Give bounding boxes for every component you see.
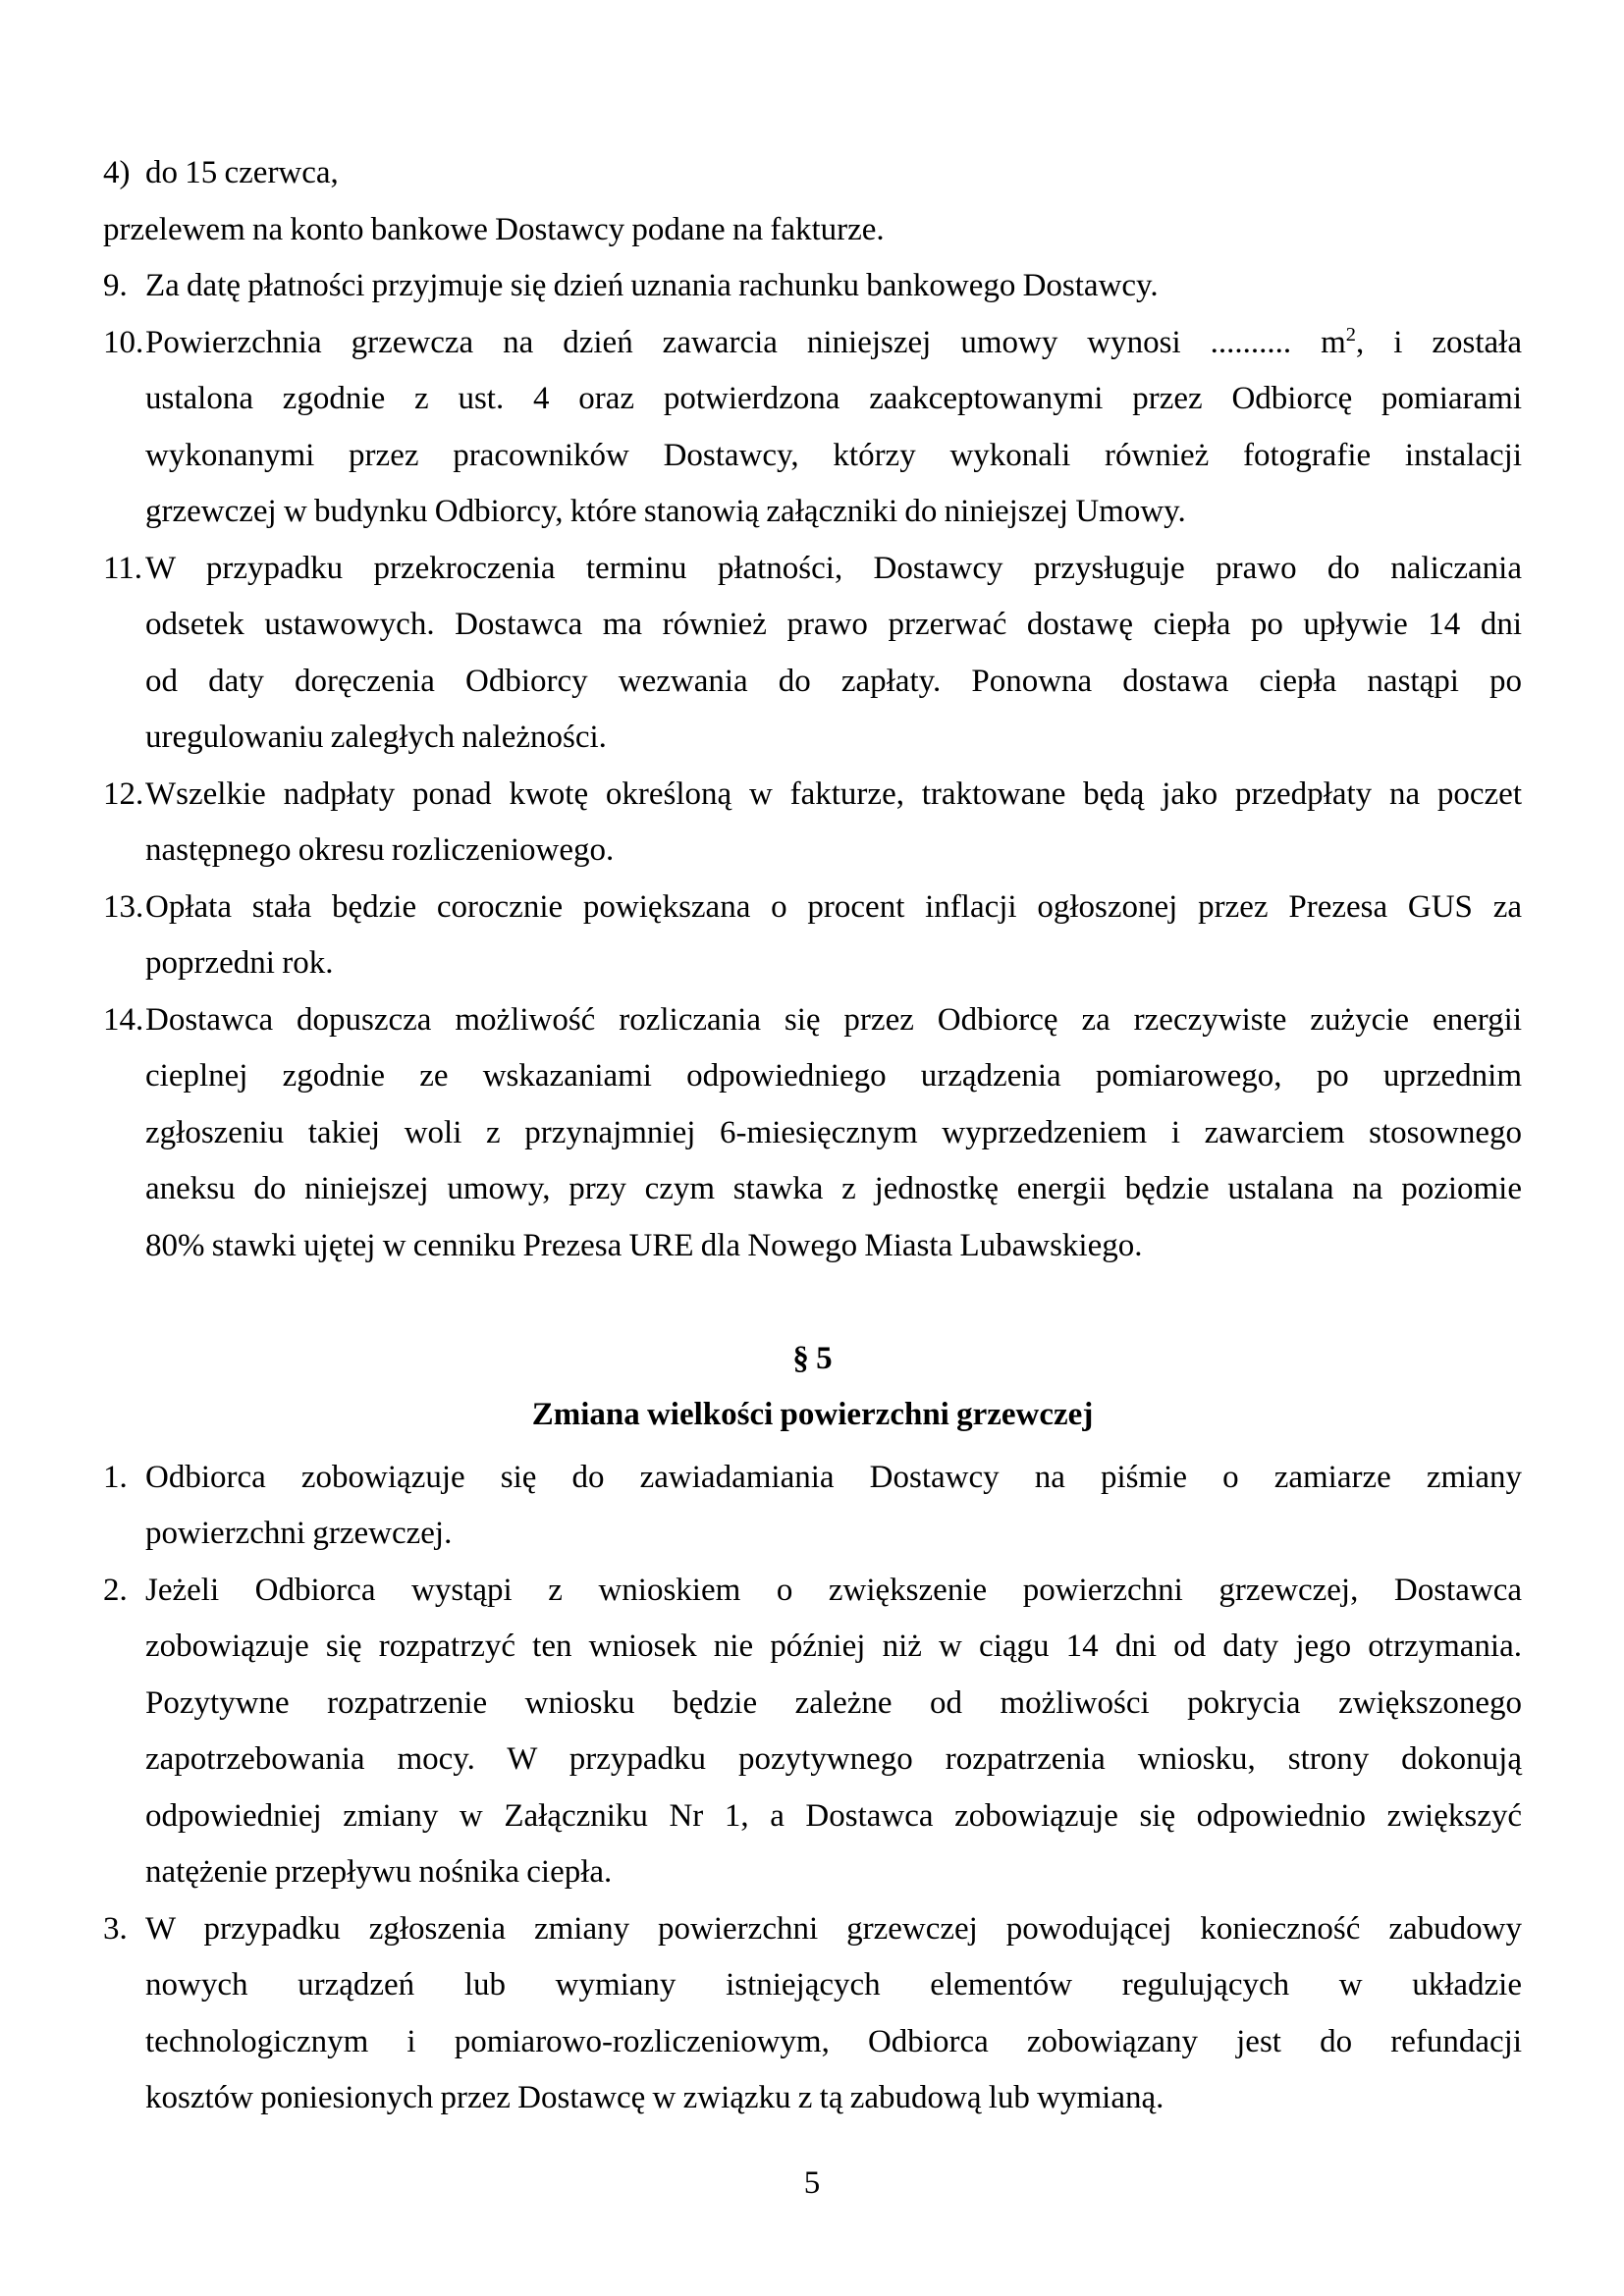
list-marker: 11. <box>103 550 143 586</box>
text-line: natężenie przepływu nośnika ciepła. <box>145 1854 613 1890</box>
text-line: cieplnej zgodnie ze wskazaniami odpowiedniego urządzenia pomiarowego, po uprzednim <box>145 1058 1522 1094</box>
text-line: Pozytywne rozpatrzenie wniosku będzie zależne od możliwości pokrycia zwiększonego <box>145 1684 1522 1721</box>
text-segment: Powierzchnia grzewcza na dzień zawarcia niniejszej umowy wynosi .......... m <box>145 324 1346 360</box>
text-line: przelewem na konto bankowe Dostawcy podane na fakturze. <box>103 211 885 247</box>
list-item-11 <box>103 541 1522 767</box>
page-number: 5 <box>803 2165 821 2201</box>
text-line: uregulowaniu zaległych należności. <box>145 720 607 755</box>
text-line: Jeżeli Odbiorca wystąpi z wnioskiem o zwiększenie powierzchni grzewczej, Dostawca <box>145 1572 1522 1608</box>
text-line: W przypadku zgłoszenia zmiany powierzchni grzewczej powodującej konieczność zabudowy <box>145 1910 1522 1947</box>
list-marker: 1. <box>103 1459 128 1495</box>
text-line: Odbiorca zobowiązuje się do zawiadamiania Dostawcy na piśmie o zamiarze zmiany <box>145 1459 1522 1495</box>
text-line: od daty doręczenia Odbiorcy wezwania do zapłaty. Ponowna dostawa ciepła nastąpi po <box>145 663 1522 699</box>
list-item-9 <box>103 258 1522 315</box>
document-body <box>103 145 1522 2127</box>
list-marker: 13. <box>103 888 144 925</box>
text-line: zgłoszeniu takiej woli z przynajmniej 6-miesięcznym wyprzedzeniem i zawarciem stosownego <box>145 1114 1522 1150</box>
text-line: zobowiązuje się rozpatrzyć ten wniosek nie później niż w ciągu 14 dni od daty jego otrzymania. <box>145 1629 1522 1664</box>
section-title-heading <box>103 1387 1522 1444</box>
list-marker: 2. <box>103 1572 128 1608</box>
list-item-10 <box>103 315 1522 541</box>
text-line: ustalona zgodnie z ust. 4 oraz potwierdzona zaakceptowanymi przez Odbiorcę pomiarami <box>145 381 1522 416</box>
list-item-1 <box>103 1450 1522 1563</box>
list-marker: 4) <box>103 155 131 190</box>
text-line: wykonanymi przez pracowników Dostawcy, którzy wykonali również fotografie instalacji <box>145 437 1522 473</box>
list-item-14 <box>103 992 1522 1275</box>
text-line: zapotrzebowania mocy. W przypadku pozytywnego rozpatrzenia wniosku, strony dokonują <box>145 1741 1522 1777</box>
list-marker: 10. <box>103 324 144 360</box>
list-marker: 12. <box>103 775 144 812</box>
text-line: Dostawca dopuszcza możliwość rozliczania się przez Odbiorcę za rzeczywiste zużycie energii <box>145 1001 1522 1038</box>
text-line: do 15 czerwca, <box>145 155 339 190</box>
list-item-13 <box>103 880 1522 992</box>
text-line: kosztów poniesionych przez Dostawcę w związku z tą zabudową lub wymianą. <box>145 2080 1164 2115</box>
text-line: technologicznym i pomiarowo-rozliczeniowym, Odbiorca zobowiązany jest do refundacji <box>145 2023 1522 2059</box>
text-line: odsetek ustawowych. Dostawca ma również prawo przerwać dostawę ciepła po upływie 14 dni <box>145 607 1522 642</box>
text-line: 80% stawki ujętej w cenniku Prezesa URE dla Nowego Miasta Lubawskiego. <box>145 1227 1143 1263</box>
text-line: poprzedni rok. <box>145 945 334 981</box>
superscript: 2 <box>1345 324 1356 347</box>
text-line <box>145 315 1522 372</box>
list-item-12 <box>103 767 1522 880</box>
text-line: powierzchni grzewczej. <box>145 1516 453 1551</box>
text-line: nowych urządzeń lub wymiany istniejących elementów regulujących w układzie <box>145 1967 1522 2002</box>
text-line: Opłata stała będzie corocznie powiększana o procent inflacji ogłoszonej przez Prezesa GUS za <box>145 888 1522 925</box>
text-line: odpowiedniej zmiany w Załączniku Nr 1, a Dostawca zobowiązuje się odpowiednio zwiększyć <box>145 1797 1522 1834</box>
text-line: Zmiana wielkości powierzchni grzewczej <box>531 1397 1094 1432</box>
text-segment: , i została <box>1355 324 1522 360</box>
text-line: § 5 <box>792 1340 833 1376</box>
text-line: aneksu do niniejszej umowy, przy czym stawka z jednostkę energii będzie ustalana na poziomie <box>145 1171 1522 1206</box>
text-line: Wszelkie nadpłaty ponad kwotę określoną w fakturze, traktowane będą jako przedpłaty na poczet <box>145 775 1522 812</box>
text-line: następnego okresu rozliczeniowego. <box>145 832 615 868</box>
list-item-3 <box>103 1901 1522 2127</box>
paragraph-payment-method <box>103 202 1522 259</box>
list-marker: 14. <box>103 1001 144 1038</box>
text-line: W przypadku przekroczenia terminu płatności, Dostawcy przysługuje prawo do naliczania <box>145 550 1522 586</box>
list-item-2 <box>103 1563 1522 1901</box>
list-subitem-4 <box>103 145 1522 202</box>
list-marker: 9. <box>103 268 128 303</box>
list-marker: 3. <box>103 1910 128 1947</box>
text-line: grzewczej w budynku Odbiorcy, które stanowią załączniki do niniejszej Umowy. <box>145 494 1186 529</box>
text-line: Za datę płatności przyjmuje się dzień uznania rachunku bankowego Dostawcy. <box>145 268 1159 303</box>
section-number-heading <box>103 1331 1522 1388</box>
